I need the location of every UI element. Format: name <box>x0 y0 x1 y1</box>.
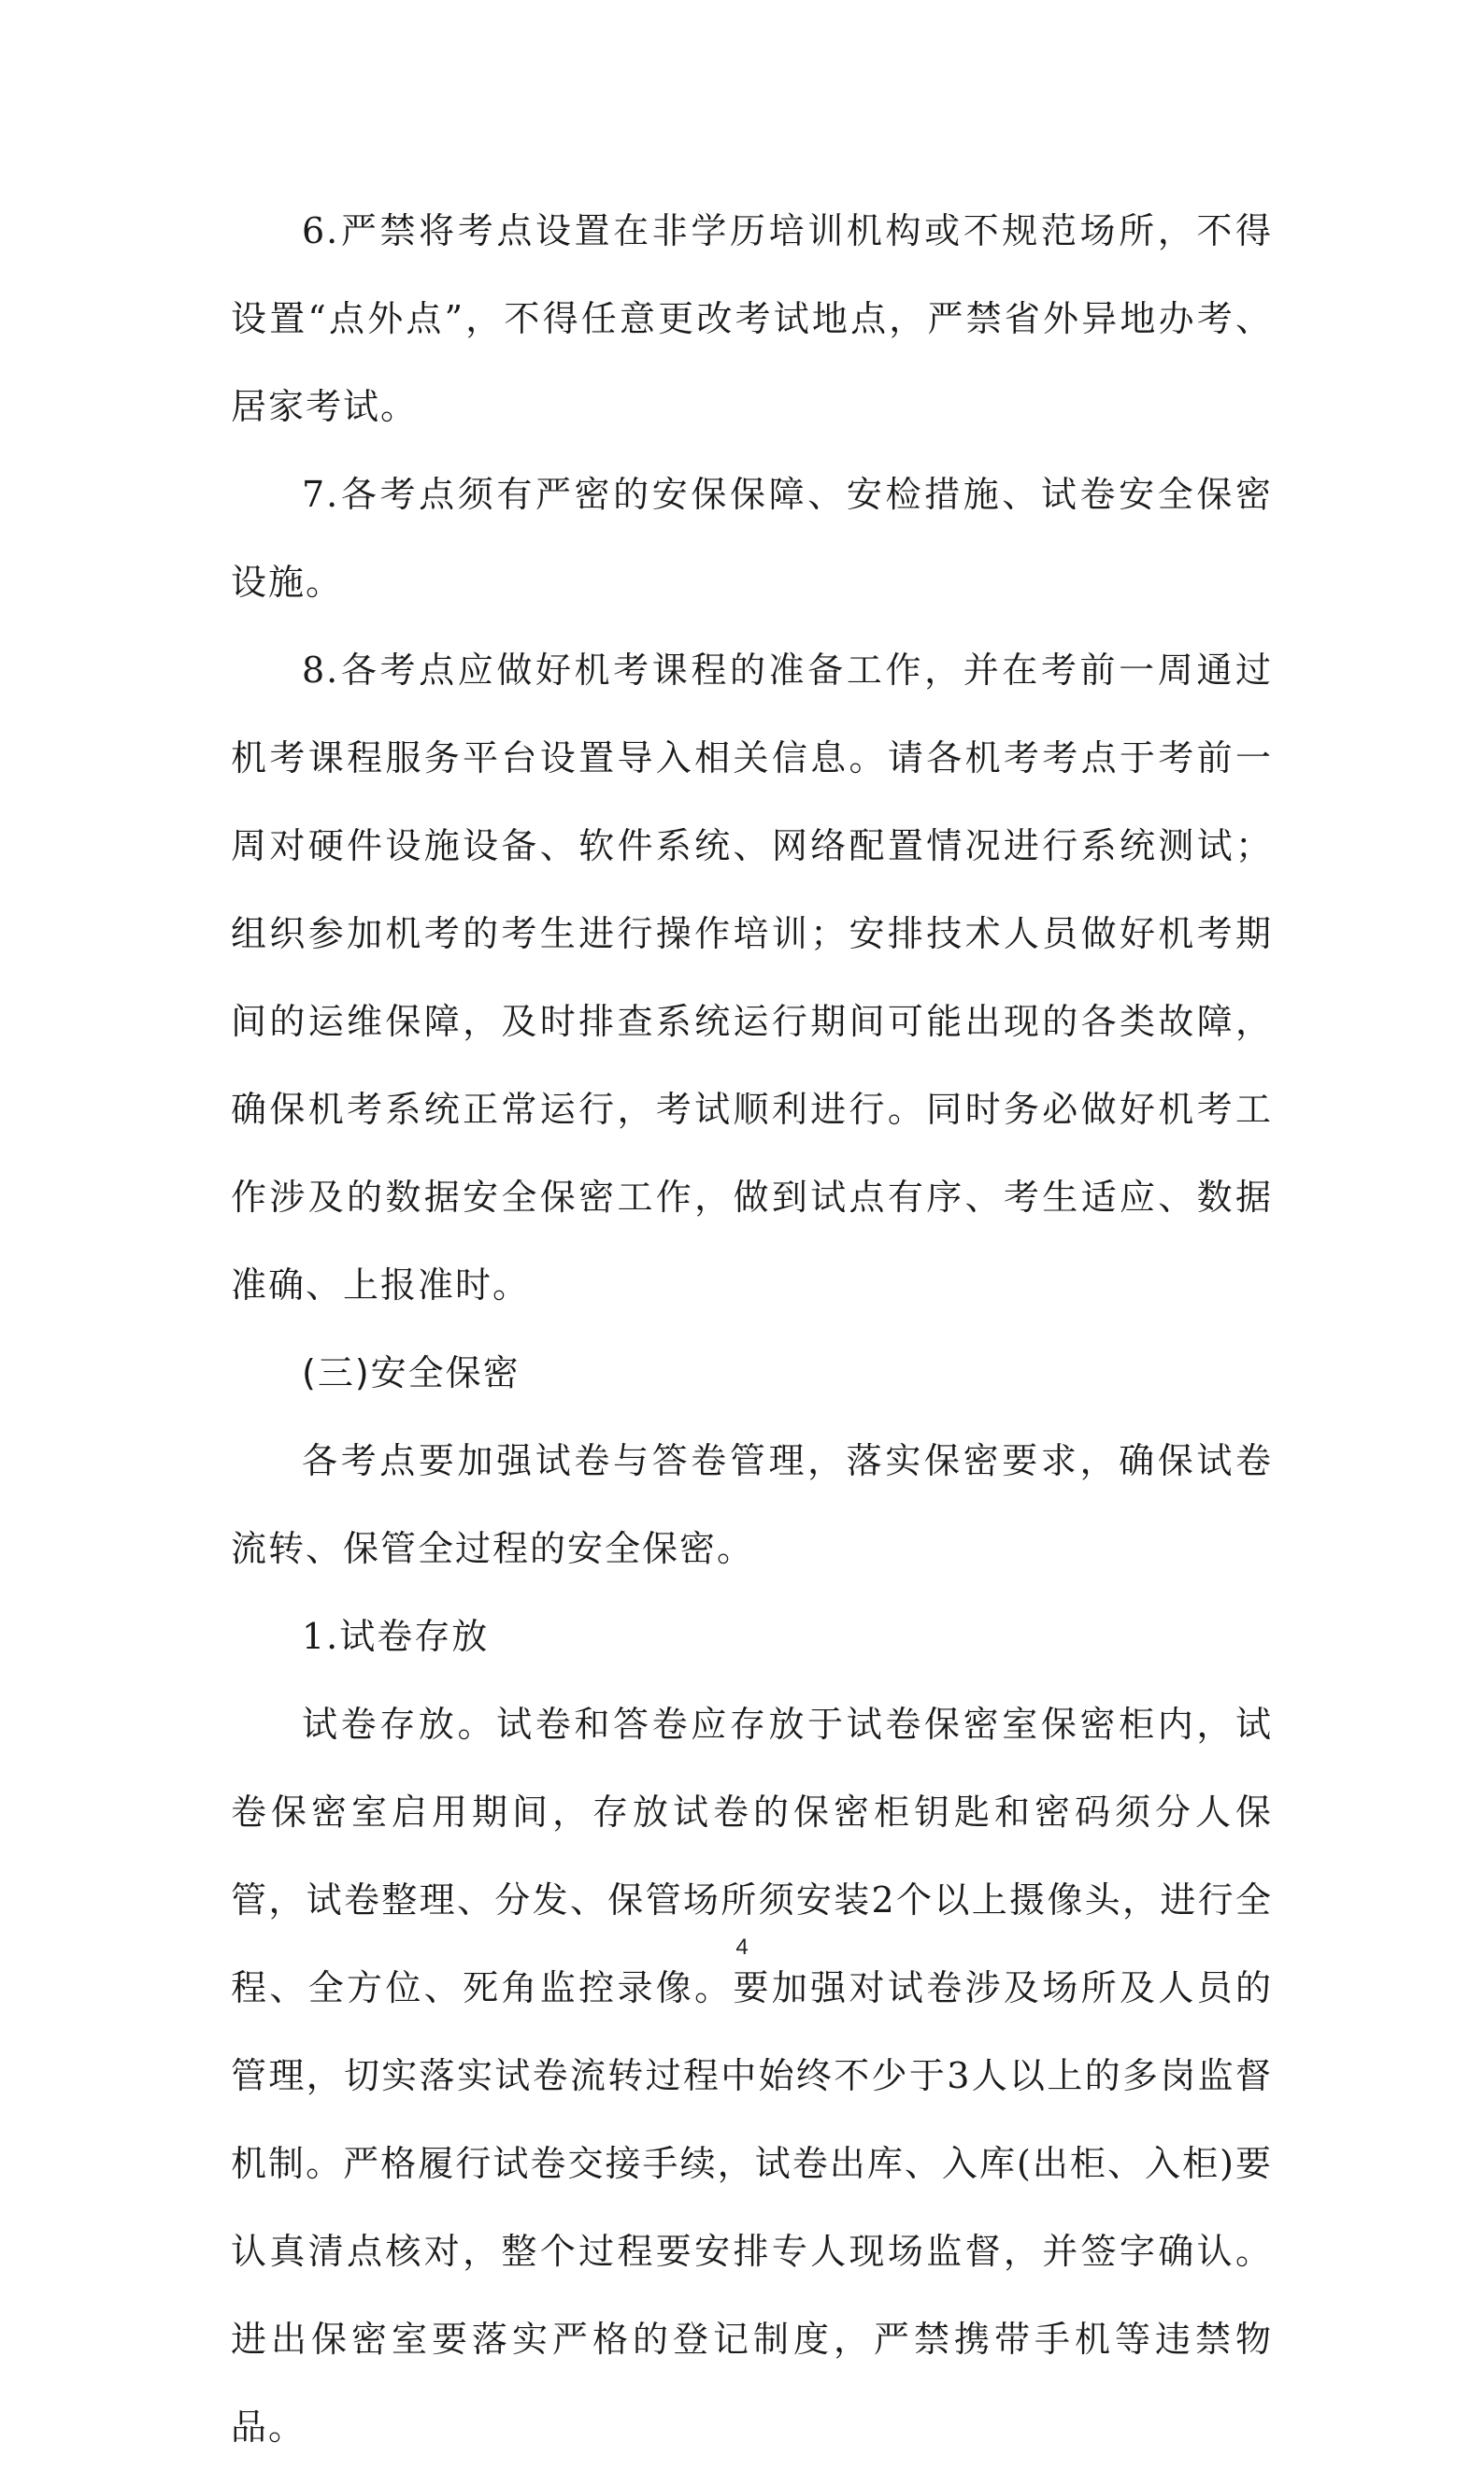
paragraph-security-intro: 各考点要加强试卷与答卷管理，落实保密要求，确保试卷流转、保管全过程的安全保密。 <box>231 1440 1273 1569</box>
paragraph-paper-storage: 试卷存放。试卷和答卷应存放于试卷保密室保密柜内，试卷保密室启用期间，存放试卷的保密柜钥匙和密码须分人保管，试卷整理、分发、保管场所须安装2个以上摄像头，进行全程、全方位、死角监控录像。要加强对试卷涉及场所及人员的管理，切实落实试卷流转过程中始终不少于3人以上的多岗监督机制。严格履行试卷交接手续，试卷出库、入库(出柜、入柜)要认真清点核对，整个过程要安排专人现场监督，并签字确认。进出保密室要落实严格的登记制度，严禁携带手机等违禁物品。 <box>231 1704 1273 2448</box>
page-number: 4 <box>735 1935 749 1960</box>
paragraph-item-6: 6.严禁将考点设置在非学历培训机构或不规范场所，不得设置“点外点”，不得任意更改考试地点，严禁省外异地办考、居家考试。 <box>231 210 1273 427</box>
paragraph-item-8: 8.各考点应做好机考课程的准备工作，并在考前一周通过机考课程服务平台设置导入相关信息。请各机考考点于考前一周对硬件设施设备、软件系统、网络配置情况进行系统测试；组织参加机考的考生进行操作培训；安排技术人员做好机考期间的运维保障，及时排查系统运行期间可能出现的各类故障，确保机考系统正常运行，考试顺利进行。同时务必做好机考工作涉及的数据安全保密工作，做到试点有序、考生适应、数据准确、上报准时。 <box>231 650 1273 1306</box>
paragraph-item-7: 7.各考点须有严密的安保保障、安检措施、试卷安全保密设施。 <box>231 474 1273 603</box>
section-heading-security: (三)安全保密 <box>302 1352 521 1393</box>
subheading-paper-storage: 1.试卷存放 <box>302 1616 490 1657</box>
document-body <box>231 187 1273 2471</box>
